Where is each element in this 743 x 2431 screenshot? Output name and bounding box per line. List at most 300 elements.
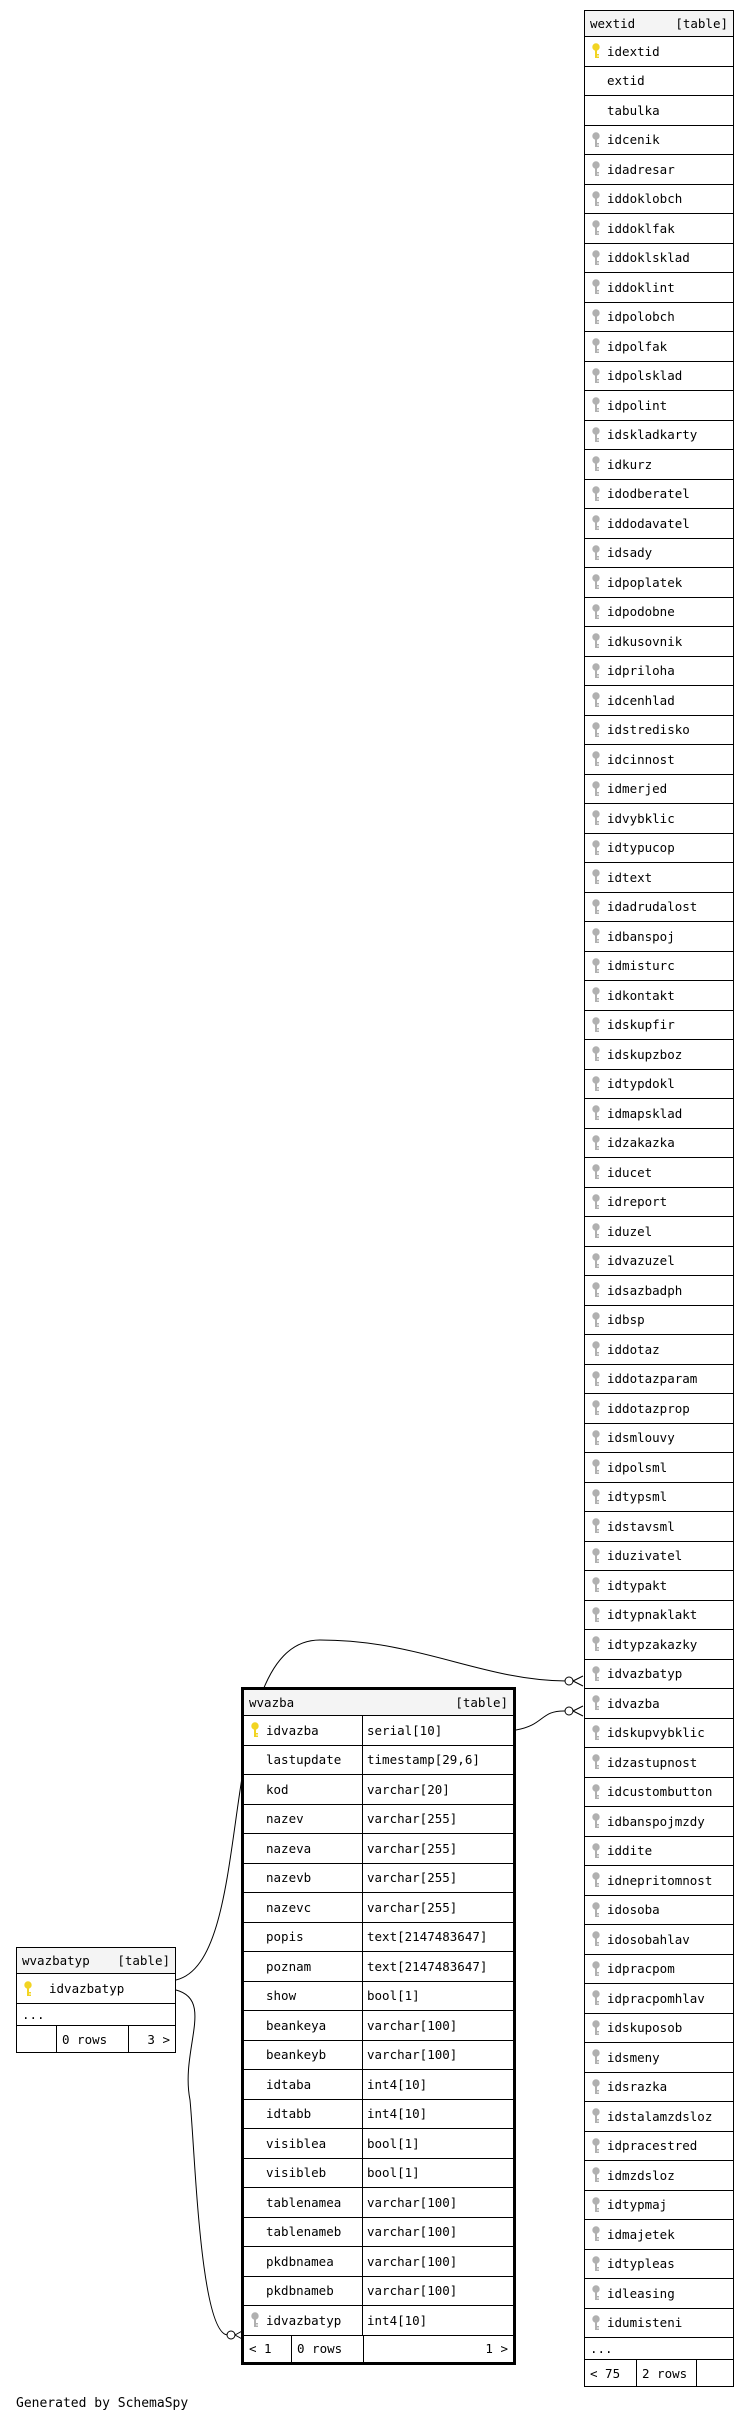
column-name: iddotazprop — [607, 1400, 690, 1416]
column-row[interactable] — [585, 539, 733, 569]
column-name: idcustombutton — [607, 1784, 713, 1800]
column-row[interactable] — [585, 1365, 733, 1395]
column-row[interactable] — [585, 1660, 733, 1690]
column-row[interactable] — [585, 716, 733, 746]
more-columns: ... — [17, 2004, 175, 2026]
foreign-key-icon — [591, 692, 603, 708]
column-type: varchar[255] — [362, 1893, 513, 1922]
column-row[interactable] — [585, 2102, 733, 2132]
column-name-cell — [244, 1982, 362, 2011]
column-row[interactable] — [585, 952, 733, 982]
column-row[interactable] — [585, 1306, 733, 1336]
foreign-key-icon — [591, 1843, 603, 1859]
column-type: int4[10] — [362, 2070, 513, 2099]
table-header — [17, 1948, 175, 1974]
column-row[interactable] — [244, 1893, 513, 1923]
column-name: show — [266, 1988, 297, 2004]
foreign-key-icon — [591, 2315, 603, 2331]
column-row[interactable] — [244, 1864, 513, 1894]
column-row[interactable] — [244, 1834, 513, 1864]
column-row[interactable] — [585, 1158, 733, 1188]
column-name: idpoplatek — [607, 574, 683, 590]
column-name: tablenameb — [266, 2224, 342, 2240]
column-type: varchar[100] — [362, 2247, 513, 2276]
foreign-key-icon — [591, 191, 603, 207]
column-row[interactable] — [244, 2306, 513, 2336]
column-row[interactable] — [585, 1719, 733, 1749]
column-name: nazeva — [266, 1840, 312, 1856]
column-name: idstavsml — [607, 1518, 675, 1534]
column-row[interactable] — [585, 2309, 733, 2339]
column-row[interactable] — [585, 509, 733, 539]
table-footer — [244, 2336, 513, 2362]
link-wvazbatyp-wvazba-end — [227, 2331, 235, 2339]
column-name: idvazba — [266, 1722, 319, 1738]
column-name: tablenamea — [266, 2194, 342, 2210]
column-row[interactable] — [585, 1896, 733, 1926]
column-row[interactable] — [585, 2279, 733, 2309]
column-row[interactable] — [585, 627, 733, 657]
children-count[interactable]: 3 > — [147, 2031, 170, 2047]
column-name-cell — [244, 2129, 362, 2158]
column-row[interactable] — [585, 1070, 733, 1100]
column-row[interactable] — [585, 1955, 733, 1985]
table-kind: [table] — [675, 16, 728, 31]
column-name-cell — [244, 2306, 362, 2335]
foreign-key-icon — [591, 2226, 603, 2242]
column-row[interactable] — [585, 804, 733, 834]
column-name-cell — [244, 2247, 362, 2276]
column-row[interactable] — [244, 1775, 513, 1805]
column-row[interactable] — [244, 1716, 513, 1746]
column-type: varchar[100] — [362, 2277, 513, 2306]
column-row[interactable] — [585, 1630, 733, 1660]
column-row[interactable] — [585, 1424, 733, 1454]
column-name: idtext — [607, 869, 653, 885]
column-row[interactable] — [244, 2277, 513, 2307]
column-name: iddodavatel — [607, 515, 690, 531]
column-row[interactable] — [585, 1217, 733, 1247]
column-type: text[2147483647] — [362, 1923, 513, 1952]
link-wvazba-wextid — [516, 1711, 566, 1730]
column-name: poznam — [266, 1958, 312, 1974]
column-name: idvazbatyp — [49, 1981, 125, 1996]
primary-key-icon — [250, 1722, 262, 1738]
column-row[interactable] — [585, 834, 733, 864]
column-row[interactable] — [244, 2159, 513, 2189]
foreign-key-icon — [591, 515, 603, 531]
table-name[interactable]: wextid — [590, 16, 636, 31]
column-type: varchar[255] — [362, 1805, 513, 1834]
link-wvazbatyp-wextid-crow — [573, 1676, 583, 1686]
column-row[interactable] — [244, 2011, 513, 2041]
column-name: idtypsml — [607, 1489, 668, 1505]
column-type: varchar[100] — [362, 2041, 513, 2070]
column-row[interactable] — [585, 96, 733, 126]
column-name: idkontakt — [607, 987, 675, 1003]
foreign-key-icon — [591, 899, 603, 915]
foreign-key-icon — [591, 928, 603, 944]
column-row[interactable] — [244, 2188, 513, 2218]
column-type: varchar[255] — [362, 1834, 513, 1863]
column-row[interactable] — [585, 981, 733, 1011]
column-type: bool[1] — [362, 2159, 513, 2188]
column-name: beankeya — [266, 2017, 327, 2033]
foreign-key-icon — [591, 810, 603, 826]
column-row[interactable] — [585, 2073, 733, 2103]
column-name: idvazuzel — [607, 1253, 675, 1269]
foreign-key-icon — [591, 161, 603, 177]
column-name: idpolint — [607, 397, 668, 413]
column-type: bool[1] — [362, 1982, 513, 2011]
column-name: idvazbatyp — [607, 1666, 683, 1682]
children-count[interactable]: 1 > — [485, 2341, 508, 2356]
column-name: idosoba — [607, 1902, 660, 1918]
column-name: tabulka — [607, 102, 660, 118]
foreign-key-icon — [591, 633, 603, 649]
column-row[interactable] — [585, 273, 733, 303]
generated-by-label: Generated by SchemaSpy — [16, 2396, 189, 2411]
foreign-key-icon — [591, 1253, 603, 1269]
table-header — [244, 1690, 513, 1716]
column-name: idmzdsloz — [607, 2167, 675, 2183]
column-row[interactable] — [585, 1571, 733, 1601]
column-row[interactable] — [585, 2132, 733, 2162]
column-row[interactable] — [244, 2247, 513, 2277]
column-row[interactable] — [585, 37, 733, 67]
column-name: idnepritomnost — [607, 1872, 713, 1888]
column-row[interactable] — [244, 2070, 513, 2100]
column-row[interactable] — [585, 2220, 733, 2250]
foreign-key-icon — [591, 663, 603, 679]
column-name: idodberatel — [607, 486, 690, 502]
column-name: idstredisko — [607, 722, 690, 738]
column-name: idtypucop — [607, 840, 675, 856]
column-type: varchar[100] — [362, 2218, 513, 2247]
column-row[interactable] — [585, 185, 733, 215]
foreign-key-icon — [591, 987, 603, 1003]
column-name-cell — [244, 1893, 362, 1922]
column-name: popis — [266, 1929, 304, 1945]
foreign-key-icon — [591, 1518, 603, 1534]
column-name-cell — [244, 1923, 362, 1952]
link-wvazbatyp-wvazba — [176, 1990, 228, 2335]
column-name: idcenhlad — [607, 692, 675, 708]
foreign-key-icon — [591, 220, 603, 236]
column-name: kod — [266, 1781, 289, 1797]
column-row[interactable] — [585, 1247, 733, 1277]
column-name: idtypnaklakt — [607, 1607, 698, 1623]
column-name: iddoklfak — [607, 220, 675, 236]
foreign-key-icon — [591, 1400, 603, 1416]
column-name: idzastupnost — [607, 1754, 698, 1770]
column-name: idvybklic — [607, 810, 675, 826]
column-row[interactable] — [17, 1974, 175, 2004]
column-name: idpracpomhlav — [607, 1990, 705, 2006]
foreign-key-icon — [591, 1489, 603, 1505]
column-name: iddotazparam — [607, 1371, 698, 1387]
column-name: idtypleas — [607, 2256, 675, 2272]
parents-count[interactable] — [17, 2026, 57, 2052]
column-row[interactable] — [585, 2191, 733, 2221]
foreign-key-icon — [591, 1164, 603, 1180]
column-row[interactable] — [244, 1746, 513, 1776]
column-name: idcinnost — [607, 751, 675, 767]
column-name: idbanspoj — [607, 928, 675, 944]
column-row[interactable] — [585, 745, 733, 775]
column-row[interactable] — [585, 1689, 733, 1719]
column-row[interactable] — [585, 126, 733, 156]
table-header — [585, 11, 733, 37]
column-name: idreport — [607, 1194, 668, 1210]
foreign-key-icon — [591, 1784, 603, 1800]
column-row[interactable] — [585, 1837, 733, 1867]
foreign-key-icon — [591, 1312, 603, 1328]
foreign-key-icon — [591, 1223, 603, 1239]
column-name: idmerjed — [607, 781, 668, 797]
column-row[interactable] — [585, 1011, 733, 1041]
column-row[interactable] — [585, 450, 733, 480]
column-name: pkdbnameb — [266, 2283, 334, 2299]
column-row[interactable] — [585, 1542, 733, 1572]
column-name: iduzel — [607, 1223, 653, 1239]
column-name: idsazbadph — [607, 1282, 683, 1298]
column-row[interactable] — [585, 1099, 733, 1129]
column-name: nazevc — [266, 1899, 312, 1915]
column-name: idtypdokl — [607, 1076, 675, 1092]
column-name-cell — [244, 2041, 362, 2070]
column-row[interactable] — [244, 2100, 513, 2130]
foreign-key-icon — [591, 1666, 603, 1682]
column-name-cell — [244, 1805, 362, 1834]
column-name: idskupfir — [607, 1017, 675, 1033]
column-row[interactable] — [585, 1129, 733, 1159]
foreign-key-icon — [591, 1961, 603, 1977]
foreign-key-icon — [591, 338, 603, 354]
foreign-key-icon — [591, 2167, 603, 2183]
column-type: varchar[100] — [362, 2011, 513, 2040]
children-count[interactable] — [697, 2360, 733, 2386]
column-name: idumisteni — [607, 2315, 683, 2331]
foreign-key-icon — [591, 427, 603, 443]
column-name: idstalamzdsloz — [607, 2108, 713, 2124]
column-type: timestamp[29,6] — [362, 1746, 513, 1775]
column-name: pkdbnamea — [266, 2253, 334, 2269]
column-name: idpracpom — [607, 1961, 675, 1977]
foreign-key-icon — [591, 1990, 603, 2006]
table-footer — [585, 2360, 733, 2386]
column-row[interactable] — [585, 362, 733, 392]
foreign-key-icon — [591, 132, 603, 148]
column-name: idsrazka — [607, 2079, 668, 2095]
column-row[interactable] — [585, 2043, 733, 2073]
column-name-cell — [244, 1952, 362, 1981]
column-name-cell — [244, 1834, 362, 1863]
column-name: idskupvybklic — [607, 1725, 705, 1741]
column-row[interactable] — [585, 155, 733, 185]
column-name: idmapsklad — [607, 1105, 683, 1121]
column-row[interactable] — [585, 1807, 733, 1837]
foreign-key-icon — [591, 1194, 603, 1210]
column-type: text[2147483647] — [362, 1952, 513, 1981]
column-name-cell — [244, 2188, 362, 2217]
column-row[interactable] — [585, 1483, 733, 1513]
foreign-key-icon — [591, 958, 603, 974]
column-name: idsmlouvy — [607, 1430, 675, 1446]
rows-count: 2 rows — [637, 2360, 697, 2386]
foreign-key-icon — [591, 2049, 603, 2065]
foreign-key-icon — [591, 2079, 603, 2095]
foreign-key-icon — [591, 1813, 603, 1829]
column-name-cell — [244, 2277, 362, 2306]
column-row[interactable] — [585, 67, 733, 97]
column-row[interactable] — [585, 1984, 733, 2014]
column-row[interactable] — [585, 657, 733, 687]
table-kind: [table] — [455, 1695, 508, 1710]
column-row[interactable] — [585, 2161, 733, 2191]
column-row[interactable] — [585, 598, 733, 628]
column-row[interactable] — [585, 1778, 733, 1808]
column-row[interactable] — [585, 1335, 733, 1365]
column-name-cell — [244, 1775, 362, 1804]
column-row[interactable] — [585, 2250, 733, 2280]
column-name: visiblea — [266, 2135, 327, 2151]
column-row[interactable] — [244, 2218, 513, 2248]
foreign-key-icon — [591, 1548, 603, 1564]
link-wvazbatyp-wextid-end — [565, 1677, 573, 1685]
column-name: idsmeny — [607, 2049, 660, 2065]
foreign-key-icon — [591, 1872, 603, 1888]
column-row[interactable] — [585, 1276, 733, 1306]
foreign-key-icon — [591, 1076, 603, 1092]
column-row[interactable] — [585, 1188, 733, 1218]
column-name: idkusovnik — [607, 633, 683, 649]
foreign-key-icon — [591, 1902, 603, 1918]
column-type: int4[10] — [362, 2306, 513, 2335]
column-name: idextid — [607, 43, 660, 59]
column-row[interactable] — [585, 2014, 733, 2044]
foreign-key-icon — [591, 869, 603, 885]
column-name-cell — [244, 1746, 362, 1775]
more-columns: ... — [585, 2338, 733, 2360]
column-row[interactable] — [585, 686, 733, 716]
column-row[interactable] — [585, 1453, 733, 1483]
column-row[interactable] — [585, 863, 733, 893]
column-name-cell — [244, 2011, 362, 2040]
column-name-cell — [244, 2100, 362, 2129]
parents-count[interactable]: < 1 — [244, 2336, 292, 2362]
column-name: iddoklint — [607, 279, 675, 295]
foreign-key-icon — [591, 250, 603, 266]
column-name: idtypakt — [607, 1577, 668, 1593]
column-name: idpolfak — [607, 338, 668, 354]
foreign-key-icon — [591, 1430, 603, 1446]
column-name: idtypmaj — [607, 2197, 668, 2213]
column-type: varchar[100] — [362, 2188, 513, 2217]
foreign-key-icon — [591, 1105, 603, 1121]
foreign-key-icon — [591, 279, 603, 295]
column-name: idadresar — [607, 161, 675, 177]
column-name: idskladkarty — [607, 427, 698, 443]
column-name: idtypzakazky — [607, 1636, 698, 1652]
column-name: iddite — [607, 1843, 653, 1859]
column-row[interactable] — [244, 2129, 513, 2159]
foreign-key-icon — [591, 397, 603, 413]
foreign-key-icon — [591, 1282, 603, 1298]
table-name[interactable]: wvazba — [249, 1695, 295, 1710]
column-row[interactable] — [244, 1805, 513, 1835]
foreign-key-icon — [591, 840, 603, 856]
column-row[interactable] — [585, 391, 733, 421]
column-row[interactable] — [585, 303, 733, 333]
foreign-key-icon — [591, 751, 603, 767]
column-row[interactable] — [585, 421, 733, 451]
foreign-key-icon — [591, 1046, 603, 1062]
column-name: idvazba — [607, 1695, 660, 1711]
column-name: extid — [607, 73, 645, 89]
table-wextid[interactable] — [584, 10, 734, 2387]
column-name: idosobahlav — [607, 1931, 690, 1947]
column-type: varchar[20] — [362, 1775, 513, 1804]
column-row[interactable] — [585, 1512, 733, 1542]
table-wvazbatyp[interactable] — [16, 1947, 176, 2053]
foreign-key-icon — [591, 309, 603, 325]
column-row[interactable] — [585, 568, 733, 598]
column-name: idbsp — [607, 1312, 645, 1328]
primary-key-icon — [591, 43, 603, 59]
column-row[interactable] — [585, 775, 733, 805]
column-type: serial[10] — [362, 1716, 513, 1745]
column-name: idskupzboz — [607, 1046, 683, 1062]
table-name[interactable]: wvazbatyp — [22, 1953, 90, 1968]
foreign-key-icon — [591, 1371, 603, 1387]
column-row[interactable] — [585, 1748, 733, 1778]
column-row[interactable] — [585, 1866, 733, 1896]
column-row[interactable] — [244, 1952, 513, 1982]
column-row[interactable] — [585, 1040, 733, 1070]
foreign-key-icon — [591, 545, 603, 561]
link-wvazba-wextid-end — [565, 1707, 573, 1715]
column-row[interactable] — [585, 480, 733, 510]
table-wvazba[interactable] — [241, 1687, 516, 2365]
column-row[interactable] — [585, 922, 733, 952]
column-row[interactable] — [585, 244, 733, 274]
column-row[interactable] — [244, 1923, 513, 1953]
rows-count: 0 rows — [57, 2026, 129, 2052]
column-row[interactable] — [585, 1925, 733, 1955]
column-row[interactable] — [585, 332, 733, 362]
parents-count[interactable]: < 75 — [585, 2360, 637, 2386]
column-name: idpodobne — [607, 604, 675, 620]
column-row[interactable] — [244, 1982, 513, 2012]
foreign-key-icon — [591, 2108, 603, 2124]
column-name: idskuposob — [607, 2020, 683, 2036]
column-name: idtabb — [266, 2106, 312, 2122]
column-row[interactable] — [585, 1394, 733, 1424]
foreign-key-icon — [591, 1754, 603, 1770]
foreign-key-icon — [591, 722, 603, 738]
foreign-key-icon — [591, 486, 603, 502]
column-row[interactable] — [244, 2041, 513, 2071]
foreign-key-icon — [591, 2020, 603, 2036]
column-name: idtaba — [266, 2076, 312, 2092]
foreign-key-icon — [250, 2312, 262, 2328]
column-row[interactable] — [585, 214, 733, 244]
column-row[interactable] — [585, 893, 733, 923]
column-name: idpolsml — [607, 1459, 668, 1475]
column-name-cell — [244, 1716, 362, 1745]
column-row[interactable] — [585, 1601, 733, 1631]
